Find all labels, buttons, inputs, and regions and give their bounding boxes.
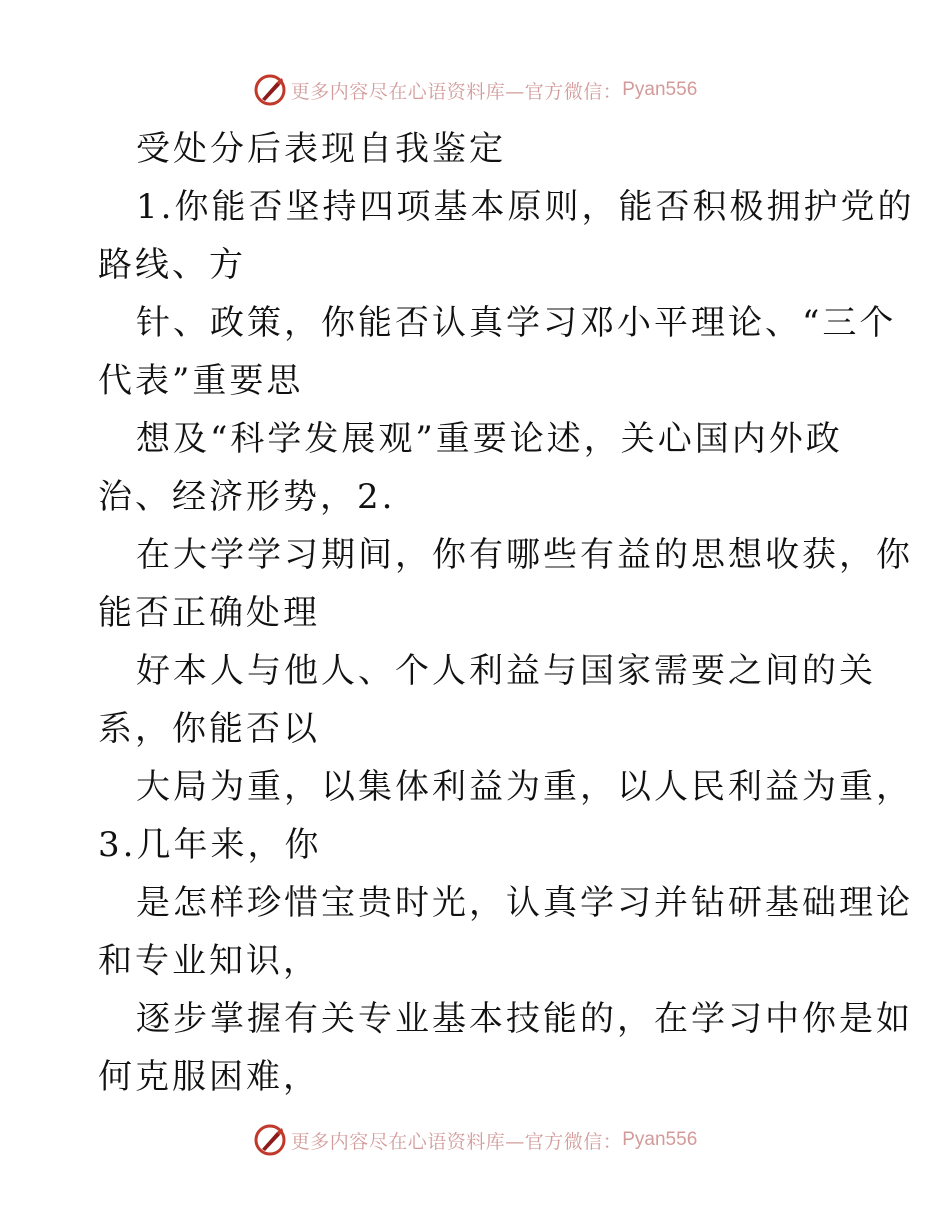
text-line: 1.你能否坚持四项基本原则，能否积极拥护党的 (136, 187, 915, 227)
banner-text: 更多内容尽在心语资料库—官方微信： (290, 1130, 623, 1153)
banner-wechat-id: Pyan556 (622, 1129, 698, 1150)
text-line: 3.几年来，你 (98, 825, 322, 865)
text-line: 逐步掌握有关专业基本技能的，在学习中你是如 (136, 999, 913, 1039)
text-line: 大局为重，以集体利益为重，以人民利益为重， (136, 767, 913, 807)
text-line: 在大学学习期间，你有哪些有益的思想收获，你 (136, 535, 913, 575)
text-line: 路线、方 (98, 245, 246, 285)
banner-wechat-id: Pyan556 (622, 79, 698, 100)
text-line: 代表”重要思 (98, 361, 304, 401)
text-line: 想及“科学发展观”重要论述，关心国内外政 (136, 419, 843, 459)
text-line: 好本人与他人、个人利益与国家需要之间的关 (136, 651, 876, 691)
text-line: 能否正确处理 (98, 593, 320, 633)
header-watermark-banner (0, 70, 950, 110)
text-line: 治、经济形势，2. (98, 477, 396, 517)
text-line: 何克服困难， (98, 1057, 320, 1097)
text-line: 系，你能否以 (98, 709, 320, 749)
quill-pen-logo-icon (253, 73, 287, 107)
text-line: 是怎样珍惜宝贵时光，认真学习并钻研基础理论 (136, 883, 913, 923)
document-body (98, 120, 915, 1106)
document-title: 受处分后表现自我鉴定 (136, 129, 506, 169)
footer-watermark-banner (0, 1120, 950, 1160)
text-line: 针、政策，你能否认真学习邓小平理论、“三个 (136, 303, 897, 343)
quill-pen-logo-icon (253, 1123, 287, 1157)
text-line: 和专业知识， (98, 941, 320, 981)
banner-text: 更多内容尽在心语资料库—官方微信： (290, 80, 623, 103)
